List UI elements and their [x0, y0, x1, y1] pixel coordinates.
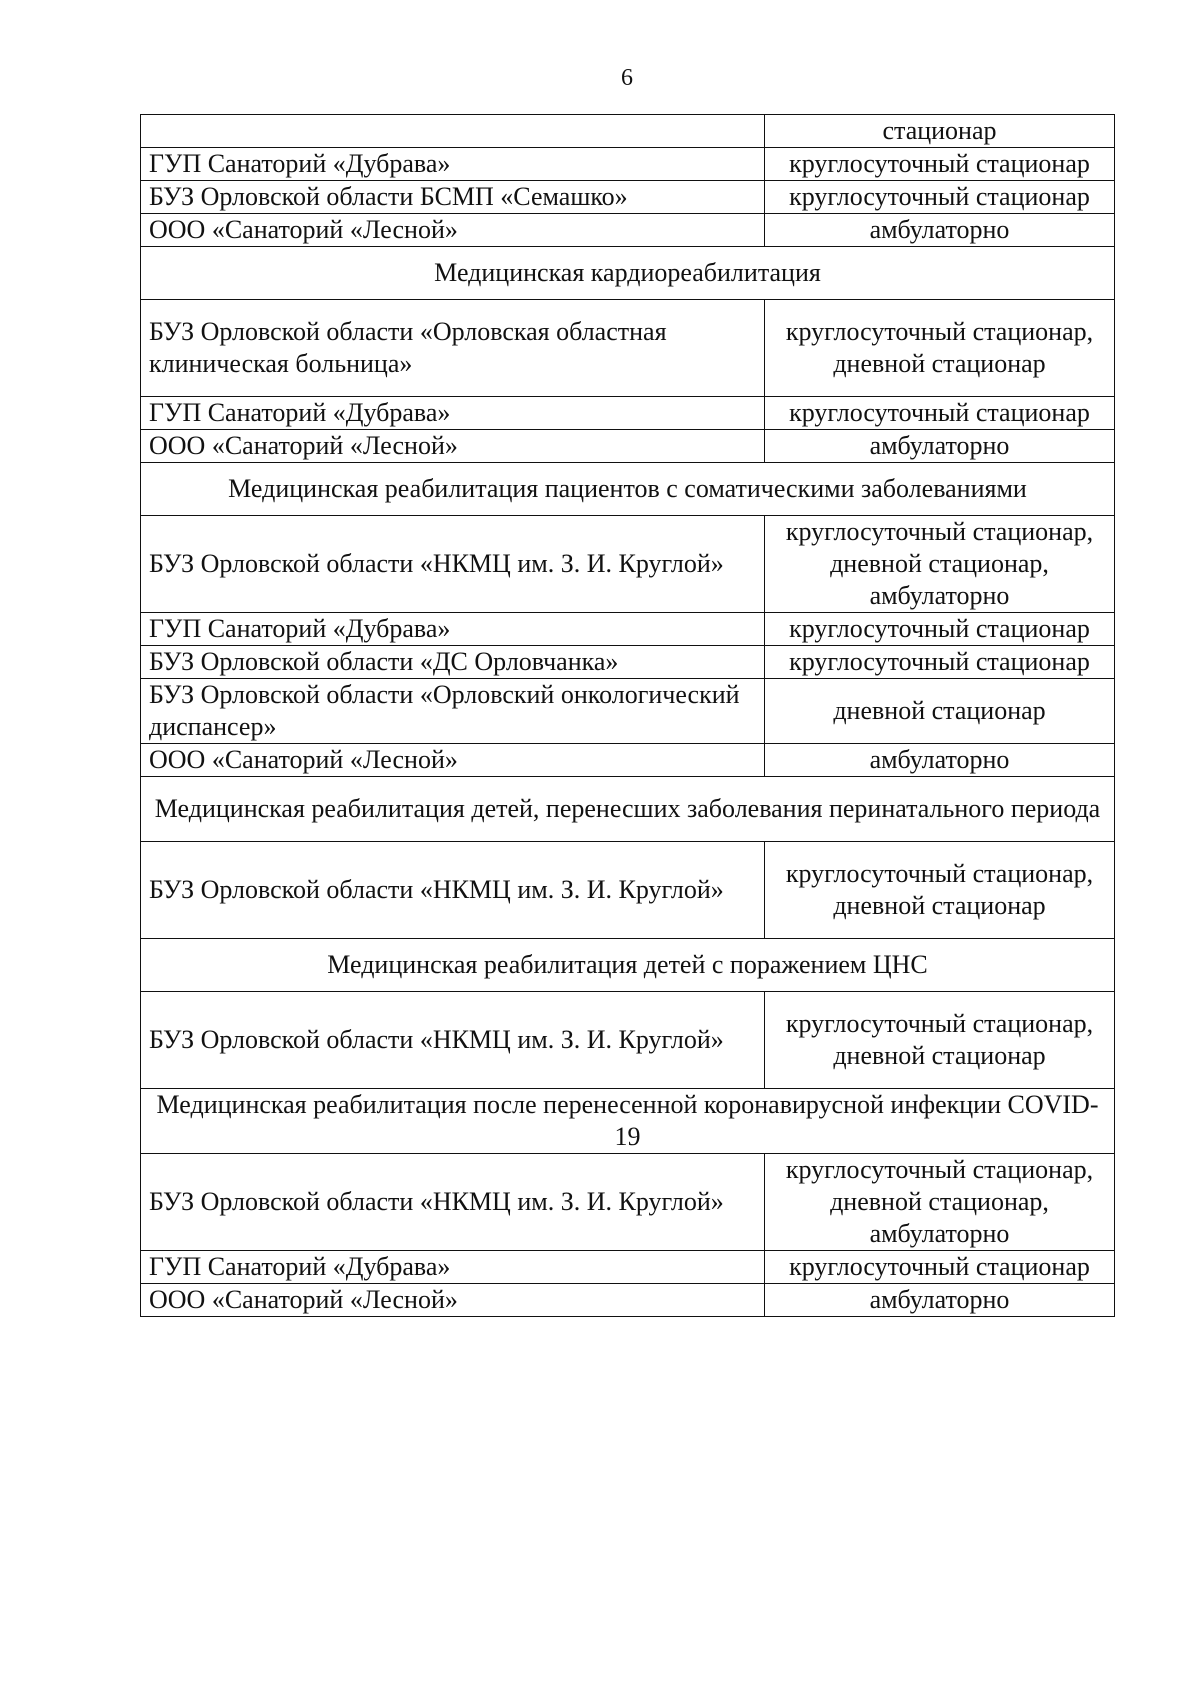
mode-cell: круглосуточный стационар	[765, 646, 1115, 679]
table-row	[141, 1251, 1115, 1284]
table-row	[141, 1284, 1115, 1317]
table-row	[141, 744, 1115, 777]
table-row	[141, 430, 1115, 463]
table-row	[141, 992, 1115, 1089]
table-row	[141, 842, 1115, 939]
table-row	[141, 646, 1115, 679]
mode-cell: круглосуточный стационар	[765, 397, 1115, 430]
mode-cell: амбулаторно	[765, 744, 1115, 777]
rehabilitation-table	[140, 114, 1115, 1317]
org-cell: ГУП Санаторий «Дубрава»	[141, 397, 765, 430]
org-cell: БУЗ Орловской области «НКМЦ им. З. И. Круглой»	[141, 516, 765, 613]
mode-cell: круглосуточный стационар	[765, 181, 1115, 214]
mode-cell: круглосуточный стационар	[765, 148, 1115, 181]
org-cell: ООО «Санаторий «Лесной»	[141, 214, 765, 247]
mode-cell: амбулаторно	[765, 1284, 1115, 1317]
mode-cell: амбулаторно	[765, 214, 1115, 247]
section-header-row	[141, 247, 1115, 300]
org-cell: БУЗ Орловской области «НКМЦ им. З. И. Круглой»	[141, 842, 765, 939]
mode-cell: круглосуточный стационар, дневной стационар, амбулаторно	[765, 1154, 1115, 1251]
section-title: Медицинская реабилитация детей с поражением ЦНС	[141, 939, 1115, 992]
org-cell: БУЗ Орловской области «НКМЦ им. З. И. Круглой»	[141, 992, 765, 1089]
org-cell: БУЗ Орловской области «Орловская областная клиническая больница»	[141, 300, 765, 397]
org-cell: ООО «Санаторий «Лесной»	[141, 430, 765, 463]
table-row	[141, 300, 1115, 397]
table-row	[141, 679, 1115, 744]
table-row	[141, 148, 1115, 181]
mode-cell: круглосуточный стационар, дневной стационар, амбулаторно	[765, 516, 1115, 613]
mode-cell: амбулаторно	[765, 430, 1115, 463]
table-row	[141, 397, 1115, 430]
section-header-row	[141, 463, 1115, 516]
mode-cell: стационар	[765, 115, 1115, 148]
mode-cell: круглосуточный стационар, дневной стационар	[765, 300, 1115, 397]
table-row	[141, 613, 1115, 646]
org-cell: ООО «Санаторий «Лесной»	[141, 1284, 765, 1317]
table-row	[141, 516, 1115, 613]
mode-cell: круглосуточный стационар	[765, 1251, 1115, 1284]
mode-cell: круглосуточный стационар	[765, 613, 1115, 646]
section-header-row	[141, 777, 1115, 842]
org-cell	[141, 115, 765, 148]
org-cell: БУЗ Орловской области БСМП «Семашко»	[141, 181, 765, 214]
org-cell: БУЗ Орловской области «НКМЦ им. З. И. Круглой»	[141, 1154, 765, 1251]
mode-cell: круглосуточный стационар, дневной стационар	[765, 992, 1115, 1089]
table-row	[141, 115, 1115, 148]
section-header-row	[141, 939, 1115, 992]
org-cell: ГУП Санаторий «Дубрава»	[141, 613, 765, 646]
table-row	[141, 181, 1115, 214]
mode-cell: круглосуточный стационар, дневной стационар	[765, 842, 1115, 939]
mode-cell: дневной стационар	[765, 679, 1115, 744]
section-header-row	[141, 1089, 1115, 1154]
section-title: Медицинская реабилитация после перенесенной коронавирусной инфекции COVID-19	[141, 1089, 1115, 1154]
org-cell: БУЗ Орловской области «Орловский онкологический диспансер»	[141, 679, 765, 744]
org-cell: ООО «Санаторий «Лесной»	[141, 744, 765, 777]
org-cell: БУЗ Орловской области «ДС Орловчанка»	[141, 646, 765, 679]
section-title: Медицинская реабилитация детей, перенесших заболевания перинатального периода	[141, 777, 1115, 842]
table-row	[141, 1154, 1115, 1251]
table-row	[141, 214, 1115, 247]
section-title: Медицинская кардиореабилитация	[141, 247, 1115, 300]
section-title: Медицинская реабилитация пациентов с соматическими заболеваниями	[141, 463, 1115, 516]
org-cell: ГУП Санаторий «Дубрава»	[141, 148, 765, 181]
org-cell: ГУП Санаторий «Дубрава»	[141, 1251, 765, 1284]
page-number: 6	[621, 65, 633, 91]
